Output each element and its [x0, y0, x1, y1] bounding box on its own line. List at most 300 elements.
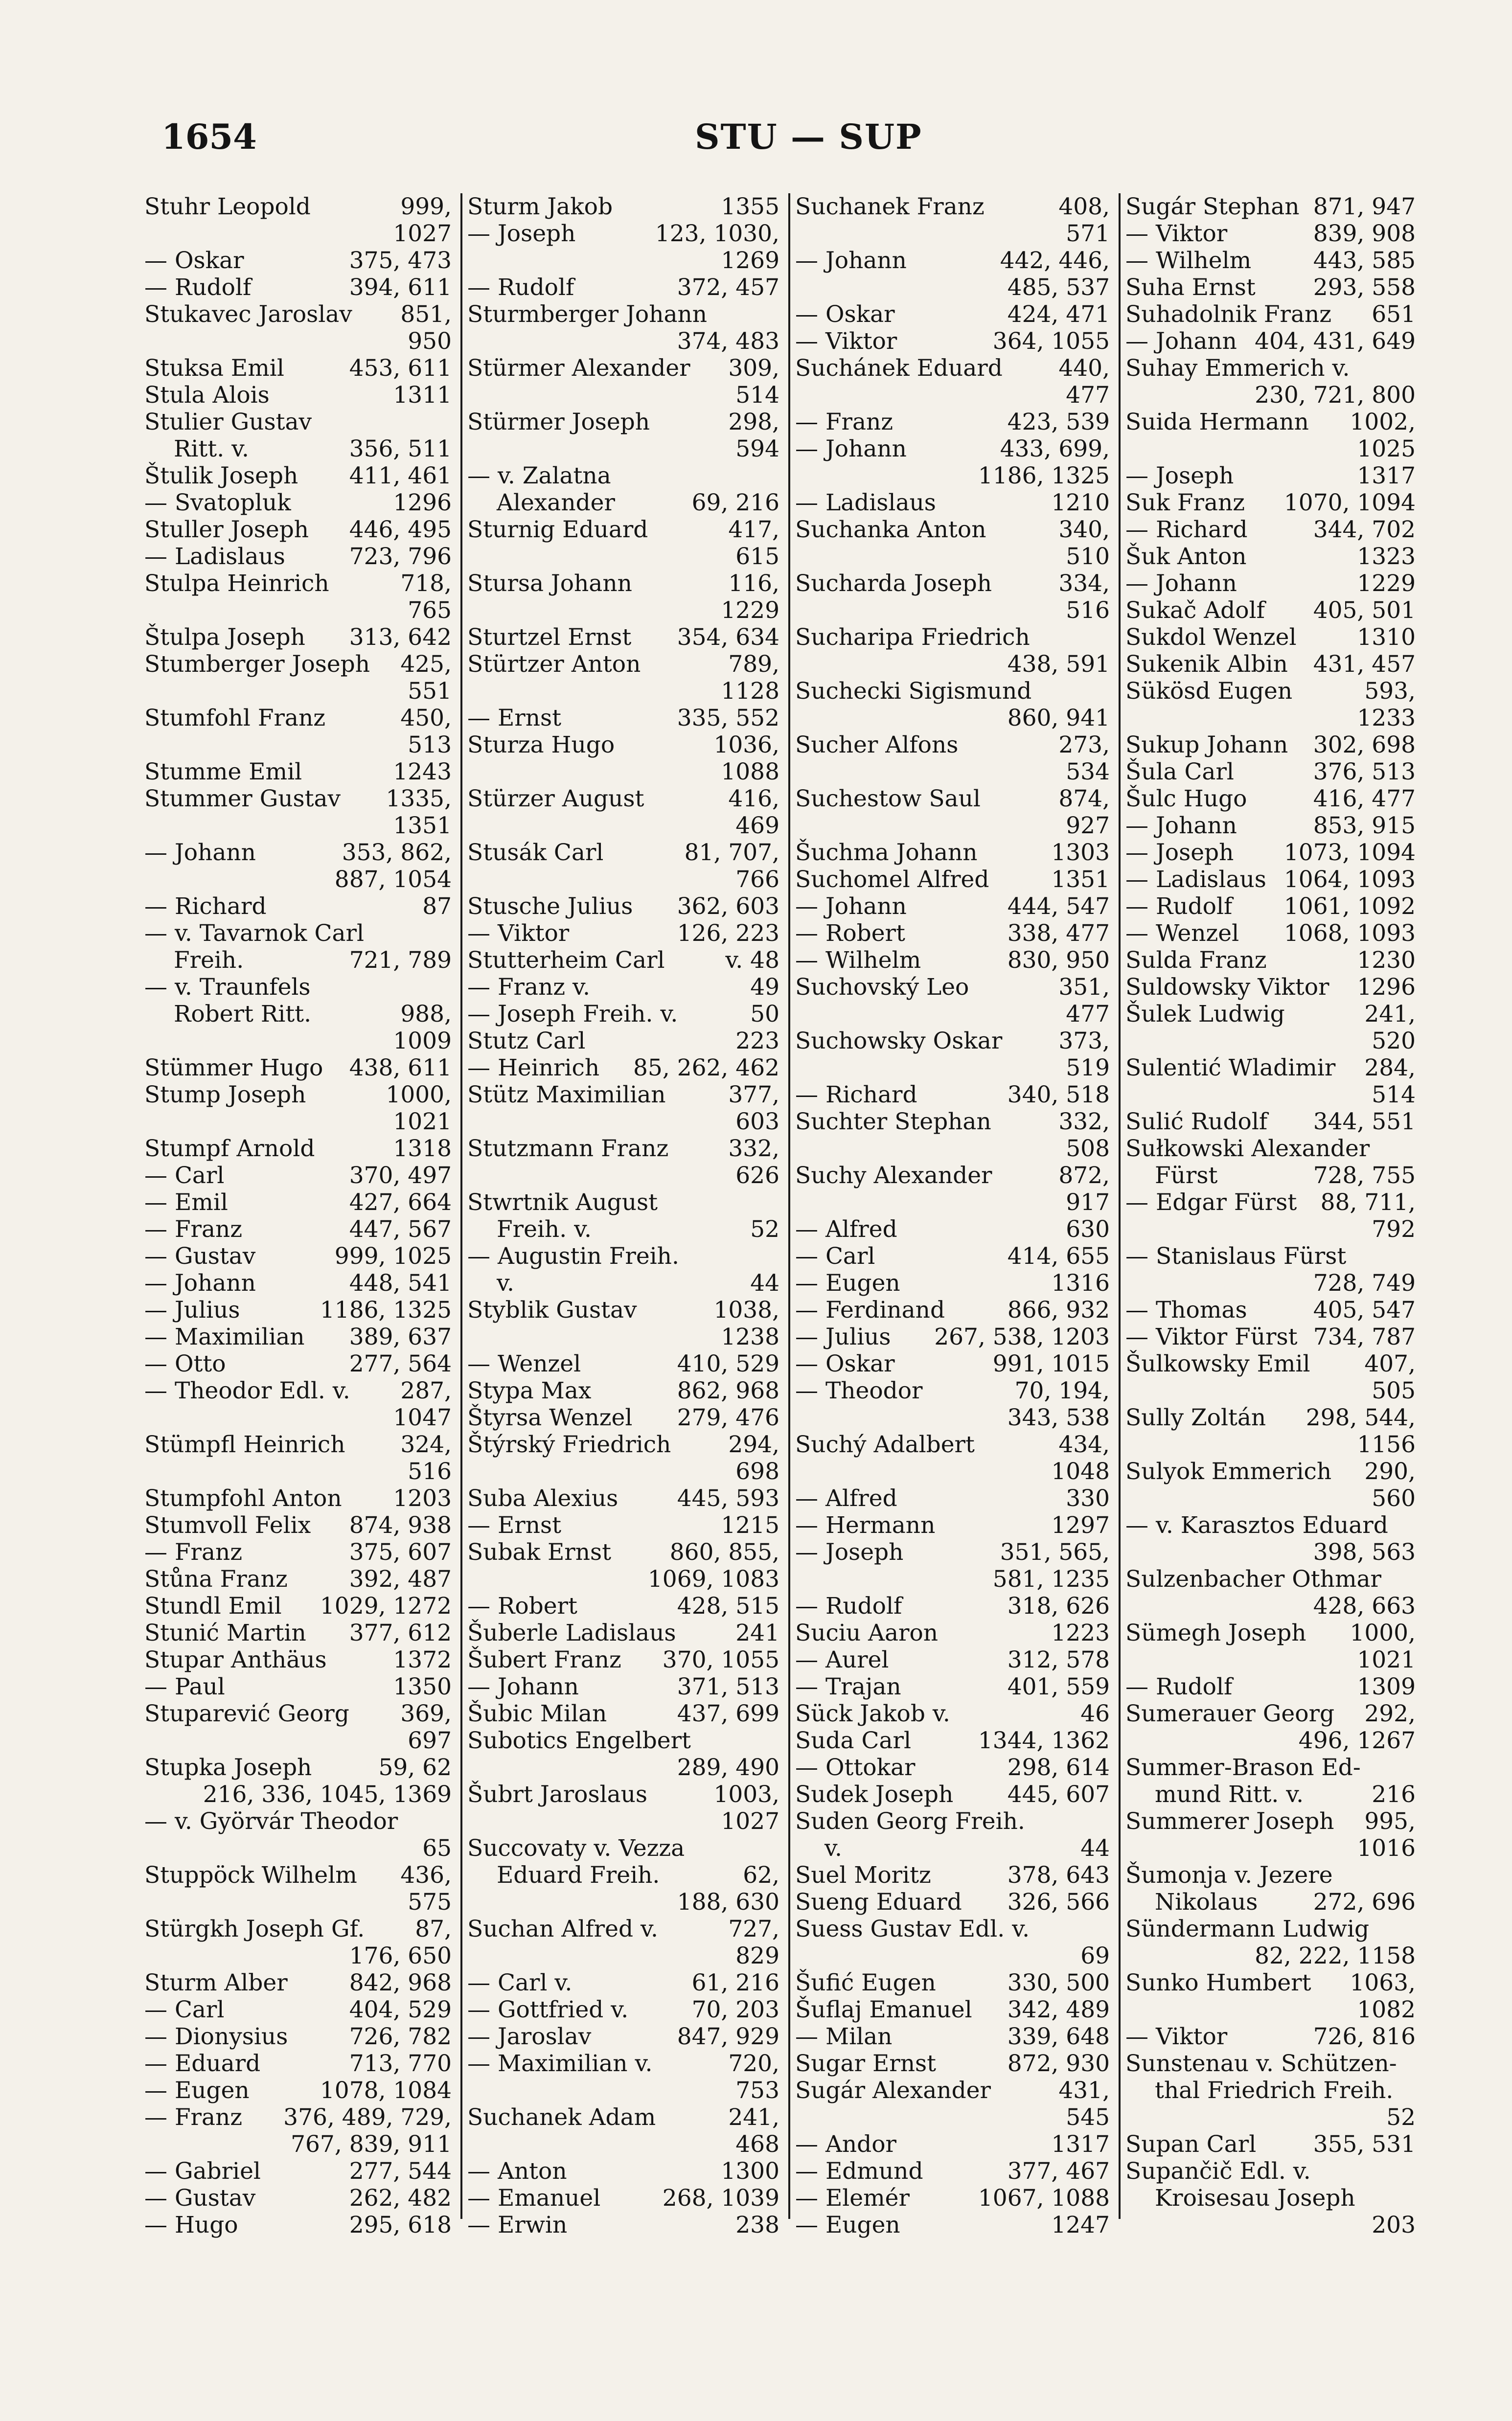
- entry-name: v.: [497, 1270, 514, 1297]
- index-entry: [795, 409, 1121, 435]
- index-entry: [795, 2185, 1121, 2212]
- entry-name: Succovaty v. Vezza: [467, 1835, 685, 1862]
- entry-pages: 1372: [393, 1646, 452, 1673]
- entry-name: — Johann: [144, 1270, 256, 1297]
- index-entry: [795, 651, 1121, 678]
- entry-pages: 508: [1066, 1135, 1110, 1162]
- entry-pages: 453, 611: [349, 355, 452, 382]
- entry-name: — Johann: [1125, 570, 1237, 597]
- entry-name: — Heinrich: [467, 1054, 600, 1081]
- entry-pages: 436,: [400, 1862, 452, 1889]
- index-entry: [795, 1781, 1121, 1808]
- entry-name: — Johann: [795, 435, 907, 462]
- index-entry: [144, 1001, 462, 1028]
- index-entry: [144, 1054, 462, 1081]
- index-entry: [144, 2104, 462, 2131]
- index-entry: [144, 382, 462, 409]
- index-entry: [1125, 2158, 1426, 2185]
- entry-name: — Erwin: [467, 2212, 568, 2238]
- entry-name: — Jaroslav: [467, 2023, 592, 2050]
- entry-pages: 496, 1267: [1298, 1727, 1416, 1754]
- entry-pages: 404, 431, 649: [1255, 328, 1416, 355]
- index-entry: [467, 1512, 790, 1539]
- entry-pages: 1350: [393, 1673, 452, 1700]
- entry-pages: 313, 642: [349, 624, 452, 651]
- entry-name: — Oskar: [795, 301, 895, 328]
- entry-pages: 294,: [728, 1431, 779, 1458]
- entry-pages: 1296: [1357, 974, 1416, 1001]
- entry-name: Sturm Alber: [144, 1969, 288, 1996]
- entry-name: Šuk Anton: [1125, 543, 1247, 570]
- entry-name: Freih. v.: [497, 1216, 592, 1243]
- entry-pages: 839, 908: [1313, 220, 1416, 247]
- entry-pages: 284,: [1364, 1054, 1416, 1081]
- entry-pages: 81, 707,: [684, 839, 779, 866]
- entry-pages: 69: [1080, 1942, 1110, 1969]
- index-entry: [795, 1754, 1121, 1781]
- index-entry: [795, 2023, 1121, 2050]
- index-entry: [1125, 1377, 1426, 1404]
- index-entry: [144, 1862, 462, 1889]
- index-entry: [467, 2212, 790, 2238]
- index-entry: [1125, 301, 1426, 328]
- entry-name: Sulzenbacher Othmar: [1125, 1566, 1382, 1593]
- entry-pages: 188, 630: [677, 1889, 779, 1916]
- entry-pages: 343, 538: [1007, 1404, 1110, 1431]
- entry-name: Sukač Adolf: [1125, 597, 1265, 624]
- entry-pages: 860, 855,: [669, 1539, 779, 1566]
- index-entry: [467, 409, 790, 435]
- entry-pages: 767, 839, 911: [291, 2131, 452, 2158]
- entry-name: — Gustav: [144, 2185, 256, 2212]
- index-entry: [1125, 1297, 1426, 1324]
- index-entry: [795, 866, 1121, 893]
- index-entry: [467, 2158, 790, 2185]
- index-entry: [795, 516, 1121, 543]
- index-entry: [144, 1754, 462, 1781]
- index-entry: [795, 1485, 1121, 1512]
- index-entry: [467, 920, 790, 947]
- entry-pages: 389, 637: [349, 1324, 452, 1350]
- entry-pages: 1297: [1051, 1512, 1110, 1539]
- index-entry: [467, 1431, 790, 1458]
- entry-name: Stumpf Arnold: [144, 1135, 315, 1162]
- entry-pages: 560: [1372, 1485, 1416, 1512]
- entry-name: — Hermann: [795, 1512, 936, 1539]
- index-entry: [467, 2185, 790, 2212]
- entry-name: thal Friedrich Freih.: [1155, 2077, 1394, 2104]
- index-entry: [144, 1404, 462, 1431]
- index-entry: [1125, 2050, 1426, 2077]
- index-entry: [144, 920, 462, 947]
- index-entry: [1125, 1350, 1426, 1377]
- index-entry: [795, 1646, 1121, 1673]
- entry-name: Sündermann Ludwig: [1125, 1916, 1370, 1942]
- entry-pages: 417,: [728, 516, 779, 543]
- index-entry: [467, 624, 790, 651]
- entry-name: — v. Györvár Theodor: [144, 1808, 398, 1835]
- entry-pages: 1351: [393, 812, 452, 839]
- entry-name: Suchanek Adam: [467, 2104, 656, 2131]
- index-entry: [795, 812, 1121, 839]
- index-entry: [144, 812, 462, 839]
- entry-name: Sully Zoltán: [1125, 1404, 1266, 1431]
- index-entry: [1125, 1135, 1426, 1162]
- index-entry: [467, 2131, 790, 2158]
- index-entry: [144, 974, 462, 1001]
- entry-pages: 753: [735, 2077, 779, 2104]
- entry-name: — Carl: [144, 1162, 225, 1189]
- index-entry: [795, 1108, 1121, 1135]
- entry-pages: 438, 591: [1007, 651, 1110, 678]
- entry-name: — Viktor Fürst: [1125, 1324, 1298, 1350]
- entry-pages: 410, 529: [677, 1350, 779, 1377]
- index-entry: [795, 1377, 1121, 1404]
- entry-pages: 88, 711,: [1320, 1189, 1416, 1216]
- entry-pages: 69, 216: [691, 489, 779, 516]
- index-entry: [795, 1727, 1121, 1754]
- entry-pages: 411, 461: [349, 462, 452, 489]
- index-entry: [795, 1350, 1121, 1377]
- entry-name: Robert Ritt.: [174, 1001, 312, 1028]
- entry-name: — Joseph: [1125, 462, 1234, 489]
- entry-pages: 1269: [721, 247, 779, 274]
- page-header: [0, 116, 1512, 160]
- entry-name: Sturm Jakob: [467, 193, 613, 220]
- entry-pages: 428, 515: [677, 1593, 779, 1620]
- index-entry: [795, 1081, 1121, 1108]
- entry-name: — Ottokar: [795, 1754, 916, 1781]
- entry-name: — Rudolf: [467, 274, 574, 301]
- entry-pages: 438, 611: [349, 1054, 452, 1081]
- entry-name: Sukenik Albin: [1125, 651, 1288, 678]
- entry-pages: 354, 634: [677, 624, 779, 651]
- column-divider: [1119, 193, 1121, 2219]
- entry-pages: 335, 552: [677, 705, 779, 731]
- entry-pages: 433, 699,: [1000, 435, 1110, 462]
- entry-pages: 866, 932: [1007, 1297, 1110, 1324]
- entry-pages: 1323: [1357, 543, 1416, 570]
- index-entry: [795, 1620, 1121, 1646]
- index-entry: [795, 2077, 1121, 2104]
- entry-pages: 70, 203: [691, 1996, 779, 2023]
- entry-name: Štulpa Joseph: [144, 624, 305, 651]
- entry-pages: 468: [735, 2131, 779, 2158]
- entry-name: — Trajan: [795, 1673, 901, 1700]
- entry-pages: 830, 950: [1007, 947, 1110, 974]
- index-entry: [467, 2050, 790, 2077]
- entry-name: — Wilhelm: [795, 947, 921, 974]
- entry-pages: 1064, 1093: [1283, 866, 1416, 893]
- entry-name: Sulyok Emmerich: [1125, 1458, 1332, 1485]
- entry-name: Stumpfohl Anton: [144, 1485, 342, 1512]
- entry-pages: 241,: [1364, 1001, 1416, 1028]
- index-entry: [467, 1485, 790, 1512]
- index-entry: [144, 1243, 462, 1270]
- index-entry: [467, 2077, 790, 2104]
- entry-pages: 887, 1054: [334, 866, 452, 893]
- entry-name: — Johann: [795, 893, 907, 920]
- index-entry: [1125, 812, 1426, 839]
- entry-name: Stürtzer Anton: [467, 651, 641, 678]
- index-entry: [467, 678, 790, 705]
- entry-name: Sudek Joseph: [795, 1781, 954, 1808]
- entry-pages: 203: [1372, 2212, 1416, 2238]
- entry-pages: 991, 1015: [992, 1350, 1110, 1377]
- entry-pages: 626: [735, 1162, 779, 1189]
- entry-name: Šuberle Ladislaus: [467, 1620, 676, 1646]
- index-entry: [1125, 1835, 1426, 1862]
- entry-pages: 374, 483: [677, 328, 779, 355]
- index-entry: [144, 1216, 462, 1243]
- entry-pages: 1230: [1357, 947, 1416, 974]
- entry-pages: 292,: [1364, 1700, 1416, 1727]
- entry-name: Sucharipa Friedrich: [795, 624, 1030, 651]
- entry-name: Suel Moritz: [795, 1862, 931, 1889]
- entry-name: Nikolaus: [1155, 1889, 1258, 1916]
- entry-name: — Ferdinand: [795, 1297, 945, 1324]
- entry-pages: 999, 1025: [334, 1243, 452, 1270]
- entry-pages: 593,: [1364, 678, 1416, 705]
- entry-name: — Franz v.: [467, 974, 590, 1001]
- entry-pages: 1243: [393, 758, 452, 785]
- entry-name: Sturtzel Ernst: [467, 624, 632, 651]
- index-entry: [467, 328, 790, 355]
- index-entry: [1125, 1324, 1426, 1350]
- entry-pages: 394, 611: [349, 274, 452, 301]
- entry-pages: 52: [1386, 2104, 1416, 2131]
- index-entry: [795, 462, 1121, 489]
- entry-name: — Alfred: [795, 1216, 897, 1243]
- entry-pages: 874,: [1058, 785, 1110, 812]
- index-entry: [795, 274, 1121, 301]
- index-entry: [795, 1593, 1121, 1620]
- index-entry: [1125, 2185, 1426, 2212]
- index-entry: [144, 1297, 462, 1324]
- entry-pages: 718,: [400, 570, 452, 597]
- entry-name: Suhay Emmerich v.: [1125, 355, 1350, 382]
- index-entry: [795, 220, 1121, 247]
- index-entry: [467, 382, 790, 409]
- index-entry: [144, 651, 462, 678]
- entry-name: — Viktor: [1125, 220, 1228, 247]
- entry-name: Šulc Hugo: [1125, 785, 1247, 812]
- entry-pages: 1351: [1051, 866, 1110, 893]
- entry-pages: 376, 489, 729,: [283, 2104, 452, 2131]
- entry-pages: 289, 490: [677, 1754, 779, 1781]
- index-entry: [467, 1054, 790, 1081]
- entry-name: — v. Tavarnok Carl: [144, 920, 365, 947]
- entry-name: — Joseph: [1125, 839, 1234, 866]
- entry-name: — Emil: [144, 1189, 228, 1216]
- entry-name: — Rudolf: [1125, 1673, 1233, 1700]
- entry-name: — Robert: [467, 1593, 577, 1620]
- entry-pages: 407,: [1364, 1350, 1416, 1377]
- entry-name: Stuparević Georg: [144, 1700, 349, 1727]
- index-entry: [795, 247, 1121, 274]
- index-entry: [1125, 1108, 1426, 1135]
- index-entry: [795, 382, 1121, 409]
- entry-name: — Ernst: [467, 705, 561, 731]
- entry-name: Sukdol Wenzel: [1125, 624, 1297, 651]
- entry-pages: 571: [1066, 220, 1110, 247]
- entry-pages: 339, 648: [1007, 2023, 1110, 2050]
- index-entry: [144, 2185, 462, 2212]
- entry-pages: 116,: [728, 570, 779, 597]
- index-entry: [144, 1162, 462, 1189]
- entry-name: Sturmberger Johann: [467, 301, 708, 328]
- index-entry: [795, 839, 1121, 866]
- index-entry: [795, 1673, 1121, 1700]
- index-entry: [144, 301, 462, 328]
- index-entry: [467, 1539, 790, 1566]
- entry-pages: 377, 467: [1007, 2158, 1110, 2185]
- entry-pages: 298, 544,: [1306, 1404, 1416, 1431]
- entry-name: — Otto: [144, 1350, 226, 1377]
- entry-pages: 344, 551: [1313, 1108, 1416, 1135]
- index-entry: [144, 1512, 462, 1539]
- entry-name: — Wenzel: [1125, 920, 1239, 947]
- entry-pages: 1009: [393, 1028, 452, 1054]
- entry-pages: 1073, 1094: [1283, 839, 1416, 866]
- entry-pages: 1016: [1357, 1835, 1416, 1862]
- entry-pages: 1311: [393, 382, 452, 409]
- index-entry: [467, 812, 790, 839]
- entry-name: — Julius: [795, 1324, 891, 1350]
- entry-pages: 1223: [1051, 1620, 1110, 1646]
- entry-pages: 862, 968: [677, 1377, 779, 1404]
- entry-name: Šulkowsky Emil: [1125, 1350, 1310, 1377]
- entry-name: — Gottfried v.: [467, 1996, 629, 2023]
- entry-pages: 445, 593: [677, 1485, 779, 1512]
- entry-pages: 520: [1372, 1028, 1416, 1054]
- entry-name: Šumonja v. Jezere: [1125, 1862, 1333, 1889]
- entry-pages: 332,: [728, 1135, 779, 1162]
- entry-pages: 1088: [721, 758, 779, 785]
- entry-name: Stummer Gustav: [144, 785, 341, 812]
- entry-name: Alexander: [497, 489, 615, 516]
- index-entry: [144, 2077, 462, 2104]
- entry-pages: 505: [1372, 1377, 1416, 1404]
- index-entry: [144, 1189, 462, 1216]
- index-entry: [144, 1916, 462, 1942]
- entry-name: — Rudolf: [144, 274, 252, 301]
- index-column-4: [1125, 193, 1426, 2258]
- entry-pages: 405, 501: [1313, 597, 1416, 624]
- entry-pages: 1203: [393, 1485, 452, 1512]
- index-entry: [144, 409, 462, 435]
- entry-pages: 298, 614: [1007, 1754, 1110, 1781]
- index-entry: [467, 785, 790, 812]
- index-entry: [467, 1646, 790, 1673]
- entry-name: Stütz Maximilian: [467, 1081, 666, 1108]
- index-entry: [467, 705, 790, 731]
- index-entry: [1125, 435, 1426, 462]
- index-entry: [1125, 1808, 1426, 1835]
- index-entry: [144, 435, 462, 462]
- index-entry: [144, 1942, 462, 1969]
- index-entry: [144, 247, 462, 274]
- entry-pages: 1128: [721, 678, 779, 705]
- entry-name: Styblik Gustav: [467, 1297, 637, 1324]
- entry-pages: 1317: [1051, 2131, 1110, 2158]
- entry-name: Šuchma Johann: [795, 839, 978, 866]
- index-entry: [144, 731, 462, 758]
- entry-pages: 721, 789: [349, 947, 452, 974]
- entry-pages: 425,: [400, 651, 452, 678]
- entry-pages: 330: [1066, 1485, 1110, 1512]
- entry-pages: 241,: [728, 2104, 779, 2131]
- entry-pages: 312, 578: [1007, 1646, 1110, 1673]
- entry-name: — Julius: [144, 1297, 240, 1324]
- entry-pages: 330, 500: [1007, 1969, 1110, 1996]
- index-entry: [144, 758, 462, 785]
- entry-pages: 1309: [1357, 1673, 1416, 1700]
- index-entry: [795, 1297, 1121, 1324]
- index-entry: [144, 274, 462, 301]
- entry-name: Šula Carl: [1125, 758, 1234, 785]
- index-entry: [144, 678, 462, 705]
- index-entry: [795, 1889, 1121, 1916]
- entry-name: Sükösd Eugen: [1125, 678, 1293, 705]
- entry-pages: 290,: [1364, 1458, 1416, 1485]
- entry-pages: 377, 612: [349, 1620, 452, 1646]
- index-column-3: [795, 193, 1121, 2258]
- entry-pages: 1082: [1357, 1996, 1416, 2023]
- index-entry: [144, 2131, 462, 2158]
- entry-name: Suchovský Leo: [795, 974, 969, 1001]
- index-entry: [1125, 1404, 1426, 1431]
- entry-name: Suda Carl: [795, 1727, 911, 1754]
- entry-pages: 514: [735, 382, 779, 409]
- entry-pages: 1002,: [1350, 409, 1416, 435]
- entry-name: Suchter Stephan: [795, 1108, 991, 1135]
- entry-name: Šulek Ludwig: [1125, 1001, 1285, 1028]
- index-entry: [467, 597, 790, 624]
- entry-name: Suchý Adalbert: [795, 1431, 975, 1458]
- index-entry: [795, 1916, 1121, 1942]
- entry-pages: 370, 1055: [662, 1646, 779, 1673]
- page-title: STU — SUP: [695, 116, 922, 157]
- entry-name: — Rudolf: [795, 1593, 902, 1620]
- index-entry: [144, 489, 462, 516]
- entry-name: Suk Franz: [1125, 489, 1245, 516]
- entry-name: — Carl v.: [467, 1969, 573, 1996]
- entry-pages: 988,: [400, 1001, 452, 1028]
- entry-name: Sturza Hugo: [467, 731, 615, 758]
- entry-pages: 448, 541: [349, 1270, 452, 1297]
- index-entry: [144, 1727, 462, 1754]
- index-entry: [144, 866, 462, 893]
- index-entry: [1125, 651, 1426, 678]
- index-entry: [1125, 1431, 1426, 1458]
- index-entry: [144, 947, 462, 974]
- entry-pages: 485, 537: [1007, 274, 1110, 301]
- index-entry: [1125, 570, 1426, 597]
- entry-pages: 514: [1372, 1081, 1416, 1108]
- entry-name: Šubert Franz: [467, 1646, 621, 1673]
- index-entry: [795, 1243, 1121, 1270]
- entry-pages: 437, 699: [677, 1700, 779, 1727]
- entry-pages: 1036,: [713, 731, 779, 758]
- index-entry: [467, 1700, 790, 1727]
- index-entry: [1125, 1243, 1426, 1270]
- entry-name: Sulentić Wladimir: [1125, 1054, 1336, 1081]
- entry-name: Stümpfl Heinrich: [144, 1431, 345, 1458]
- entry-pages: 371, 513: [677, 1673, 779, 1700]
- index-entry: [144, 1593, 462, 1620]
- index-entry: [467, 1808, 790, 1835]
